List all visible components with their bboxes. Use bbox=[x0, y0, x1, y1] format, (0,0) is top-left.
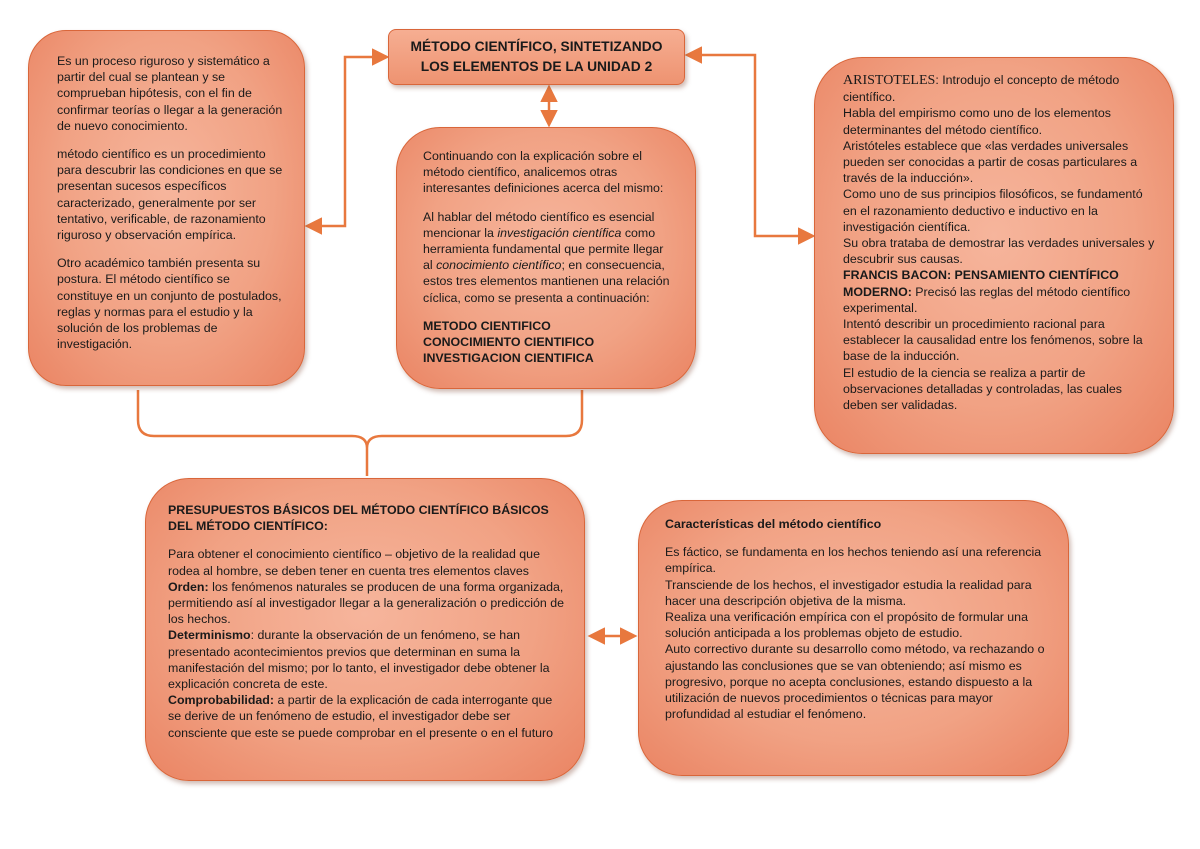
bacon-intro-text: Precisó las reglas del método científico experimental. bbox=[843, 284, 1131, 315]
presupuestos-box bbox=[145, 478, 585, 781]
concept-investigacion: INVESTIGACION CIENTIFICA bbox=[423, 351, 594, 366]
title-text: MÉTODO CIENTÍFICO, SINTETIZANDO LOS ELEMENTOS DE LA UNIDAD 2 bbox=[410, 39, 663, 74]
definition-paragraph-1: Es un proceso riguroso y sistemático a partir del cual se plantean y se comprueban hipótesis, con el fin de confirmar teorías o llegar a la generación de nuevo conocimiento. bbox=[57, 54, 283, 133]
center-text-c: ; en consecuencia, estos tres elementos mantienen una relación cíclica, como se presenta a continuación: bbox=[423, 258, 670, 305]
brace-left-center bbox=[138, 390, 582, 476]
definition-paragraph-2: método científico es un procedimiento para descubrir las condiciones en que se presentan sucesos específicos caracterizado, generalmente por ser tentativo, verificable, de razonamiento riguroso y observación empírica. bbox=[57, 147, 283, 243]
concept-conocimiento: CONOCIMIENTO CIENTIFICO bbox=[423, 335, 595, 350]
aristoteles-line-3: Como uno de sus principios filosóficos, se fundamentó en el razonamiento deductivo e inductivo en la investigación científica. bbox=[843, 187, 1143, 234]
center-text-b: como herramienta fundamental que permite llegar al bbox=[423, 225, 664, 273]
arrow-title-to-left-box bbox=[308, 57, 386, 226]
definition-paragraph-3: Otro académico también presenta su postura. El método científico se constituye en un conjunto de postulados, reglas y normas para el estudio y la solución de los problemas de investigación. bbox=[57, 256, 282, 352]
caracteristica-2: Transciende de los hechos, el investigador estudia la realidad para hacer una descripción objetiva de la misma. bbox=[665, 577, 1032, 608]
caracteristicas-heading: Características del método científico bbox=[665, 517, 882, 531]
bacon-heading: FRANCIS BACON: PENSAMIENTO CIENTÍFICO MODERNO: bbox=[843, 268, 1119, 299]
title-box bbox=[388, 29, 685, 85]
concept-metodo: METODO CIENTIFICO bbox=[423, 318, 551, 333]
center-intro: Continuando con la explicación sobre el método científico, analicemos otras interesantes definiciones acerca del mismo: bbox=[423, 149, 664, 196]
text-orden: los fenómenos naturales se producen de una forma organizada, permitiendo así al investigador llegar a la generalización o predicción de los hechos. bbox=[168, 579, 565, 627]
presupuestos-heading: PRESUPUESTOS BÁSICOS DEL MÉTODO CIENTÍFICO BÁSICOS DEL MÉTODO CIENTÍFICO: bbox=[168, 503, 549, 534]
term-determinismo: Determinismo bbox=[168, 628, 251, 643]
center-emphasis-investigacion: investigación científica bbox=[497, 225, 622, 240]
center-paragraph bbox=[423, 209, 675, 306]
aristoteles-line-2: Aristóteles establece que «las verdades universales pueden ser conocidas a partir de cosas particulares a través de la inducción». bbox=[843, 138, 1138, 186]
presupuestos-intro: Para obtener el conocimiento científico – objetivo de la realidad que rodea al hombre, se deben tener en cuenta tres elementos claves bbox=[168, 547, 540, 578]
aristoteles-line-4: Su obra trataba de demostrar las verdades universales y descubrir sus causas. bbox=[843, 236, 1155, 267]
aristoteles-name: ARISTOTELES bbox=[843, 73, 936, 88]
aristoteles-intro-text: : Introdujo el concepto de método científico. bbox=[843, 73, 1120, 105]
center-text-a: Al hablar del método científico es esencial mencionar la bbox=[423, 209, 655, 240]
text-comprobabilidad: a partir de la explicación de cada interrogante que se derive de un fenómeno de estudio, el investigador debe ser consciente que este se puede comprobar en el presente o en el futuro bbox=[168, 693, 554, 740]
definitions-box bbox=[396, 127, 696, 389]
text-determinismo: : durante la observación de un fenómeno, se han presentado acontecimientos previos que determinan en suma la manifestación del mismo; por lo tanto, el investigador debe obtener la explicación concreta de este. bbox=[168, 628, 550, 692]
presupuesto-comprobabilidad bbox=[168, 692, 566, 741]
presupuesto-orden bbox=[168, 579, 566, 628]
caracteristica-4: Auto correctivo durante su desarrollo como método, va rechazando o ajustando las conclusiones que se van obteniendo; así mismo es progresivo, porque no acepta conclusiones, estando dispuesto a la utilización de nuevos procedimientos o técnicas para mayor profundidad al estudiar el fenómeno. bbox=[665, 642, 1045, 722]
definition-box bbox=[28, 30, 305, 386]
history-box bbox=[814, 57, 1174, 454]
bacon-intro bbox=[843, 267, 1157, 316]
arrow-title-to-right-box bbox=[688, 55, 812, 236]
presupuesto-determinismo bbox=[168, 627, 566, 692]
term-comprobabilidad: Comprobabilidad: bbox=[168, 693, 275, 708]
caracteristicas-box bbox=[638, 500, 1069, 776]
bacon-line-2: El estudio de la ciencia se realiza a partir de observaciones detalladas y controladas, las cuales deben ser validadas. bbox=[843, 365, 1122, 413]
aristoteles-line-1: Habla del empirismo como uno de los elementos determinantes del método científico. bbox=[843, 106, 1111, 137]
center-emphasis-conocimiento: conocimiento científico bbox=[436, 258, 562, 273]
aristoteles-intro bbox=[843, 72, 1157, 105]
caracteristica-3: Realiza una verificación empírica con el propósito de formular una solución anticipada a los problemas objeto de estudio. bbox=[665, 610, 1028, 641]
term-orden: Orden: bbox=[168, 579, 209, 594]
bacon-line-1: Intentó describir un procedimiento racional para establecer la causalidad entre los fenómenos, sobre la base de la inducción. bbox=[843, 317, 1143, 364]
caracteristica-1: Es fáctico, se fundamenta en los hechos teniendo así una referencia empírica. bbox=[665, 545, 1042, 576]
